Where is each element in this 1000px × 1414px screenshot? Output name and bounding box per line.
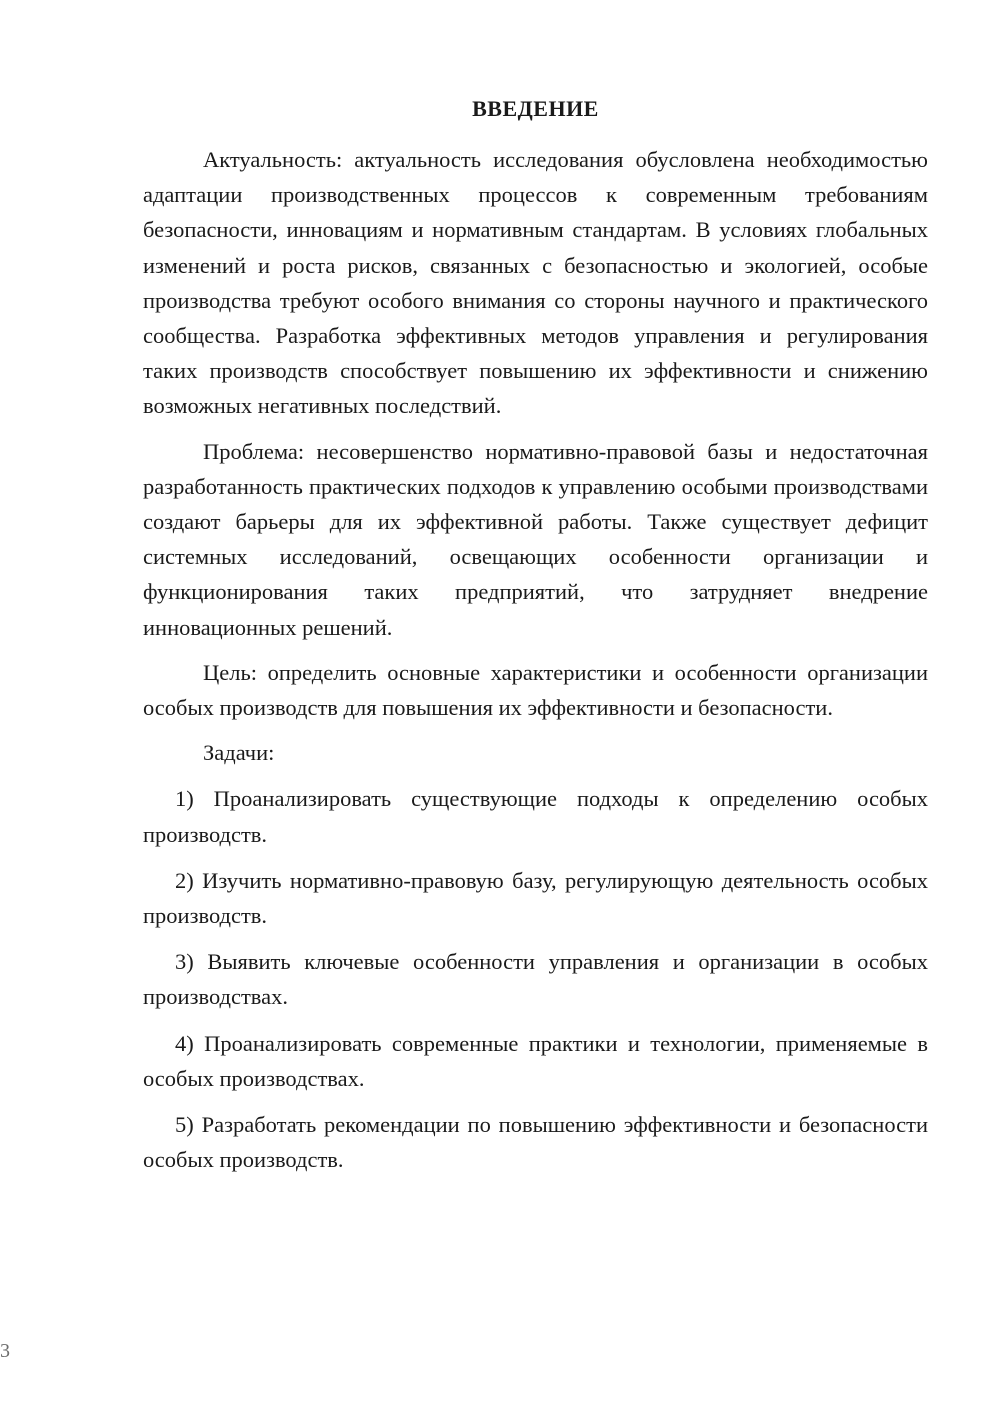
- list-item: 5) Разработать рекомендации по повышению эффективности и безопасности особых производств.: [143, 1112, 928, 1173]
- paragraph-goal: Цель: определить основные характеристики и особенности организации особых производств для повышения их эффективности и безопасности.: [143, 659, 928, 721]
- list-item: 1) Проанализировать существующие подходы к определению особых производств.: [143, 786, 928, 847]
- list-item: 4) Проанализировать современные практики и технологии, применяемые в особых производствах.: [143, 1030, 928, 1091]
- page-number: 3: [0, 1340, 10, 1362]
- page-title: ВВЕДЕНИЕ: [472, 96, 599, 121]
- paragraph-problem: Проблема: несовершенство нормативно-правовой базы и недостаточная разработанность практических подходов к управлению особыми производствами создают барьеры для их эффективной работы. Также существует дефицит системных исследований, освещающих особенности организации и функционирования таких предприятий, что затрудняет внедрение инновационных решений.: [143, 438, 928, 640]
- list-item: 2) Изучить нормативно-правовую базу, регулирующую деятельность особых производств.: [143, 867, 928, 929]
- paragraph-relevance: Актуальность: актуальность исследования обусловлена необходимостью адаптации производственных процессов к современным требованиям безопасности, инновациям и нормативным стандартам. В условиях глобальных изменений и роста рисков, связанных с безопасностью и экологией, особые производства требуют особого внимания со стороны научного и практического сообщества. Разработка эффективных методов управления и регулирования таких производств способствует повышению их эффективности и снижению возможных негативных последствий.: [143, 147, 928, 419]
- document-body: [143, 142, 928, 1177]
- list-item: 3) Выявить ключевые особенности управления и организации в особых производствах.: [143, 949, 928, 1010]
- tasks-heading: Задачи:: [203, 740, 275, 766]
